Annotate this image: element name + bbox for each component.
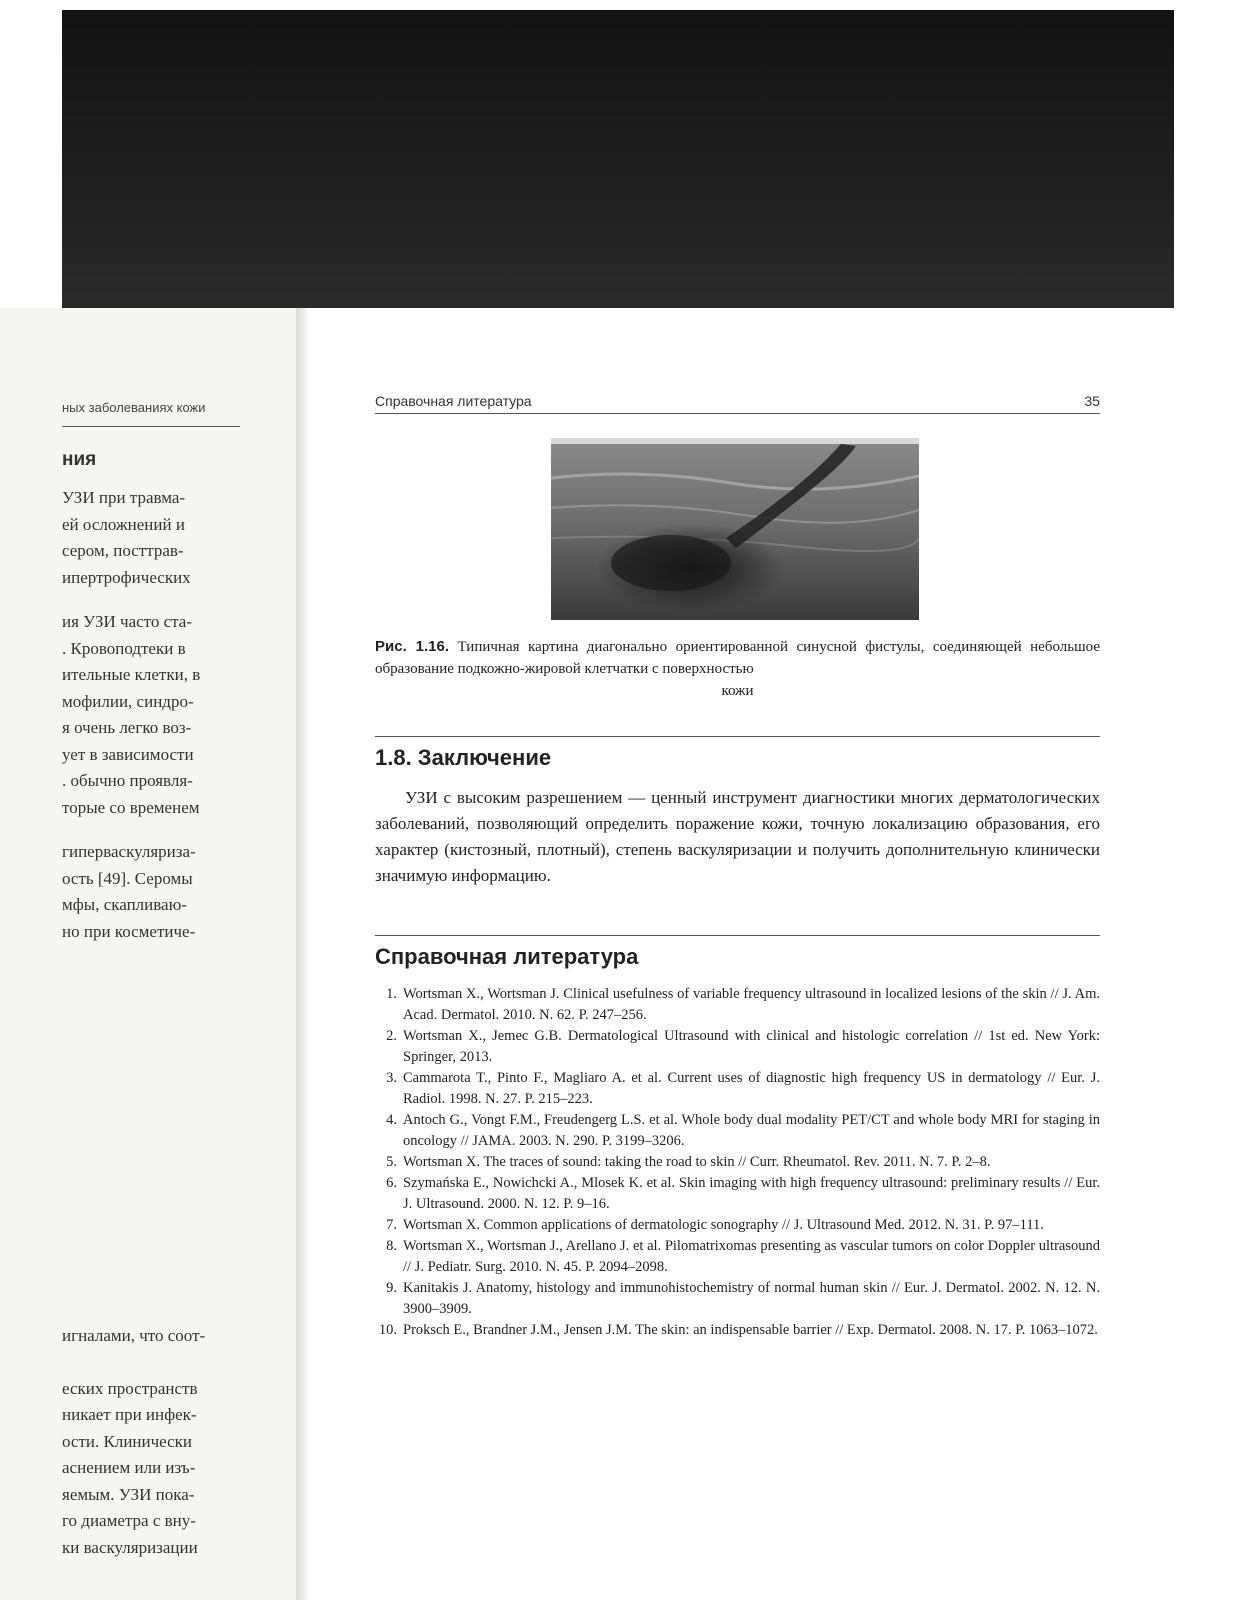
dark-photo-band xyxy=(62,10,1174,308)
page-number: 35 xyxy=(1084,393,1100,409)
ultrasound-image xyxy=(551,438,919,620)
conclusion-paragraph: УЗИ с высоким разрешением — ценный инструмент диагностики многих дерматологических заболеваний, позволяющий определить поражение кожи, точную локализацию образования, его характер (кистозный, плотный), степень васкуляризации и получить дополнительную клинически значимую информацию. xyxy=(375,788,1100,885)
book-fold-shadow xyxy=(296,308,310,1600)
reference-item: 5. Wortsman X. The traces of sound: taking the road to skin // Curr. Rheumatol. Rev. 2011. N. 7. P. 2–8. xyxy=(386,1154,991,1170)
left-page xyxy=(62,395,240,1579)
reference-item: 10. Proksch E., Brandner J.M., Jensen J.M. The skin: an indispensable barrier // Exp. Dermatol. 2008. N. 17. P. 1063–1072. xyxy=(378,1322,1098,1338)
left-paragraph-3: гиперваскуляриза- ость [49]. Серомы мфы, скапливаю- но при косметиче- xyxy=(62,842,196,941)
figure-caption-label: Рис. 1.16. xyxy=(375,638,450,655)
section-title-references: Справочная литература xyxy=(375,944,639,969)
reference-item: 8. Wortsman X., Wortsman J., Arellano J. et al. Pilomatrixomas presenting as vascular tumors on color Doppler ultrasound // J. Pediatr. Surg. 2010. N. 45. P. 2094–2098. xyxy=(386,1238,1100,1275)
reference-item: 2. Wortsman X., Jemec G.B. Dermatological Ultrasound with clinical and histologic correlation // 1st ed. New York: Springer, 2013. xyxy=(386,1028,1100,1065)
left-paragraph-4: игналами, что соот- xyxy=(62,1326,206,1345)
reference-item: 4. Antoch G., Vongt F.M., Freudengerg L.S. et al. Whole body dual modality PET/CT and whole body MRI for staging in oncology // JAMA. 2003. N. 290. P. 3199–3206. xyxy=(386,1112,1100,1149)
figure-caption-end: кожи xyxy=(721,683,754,699)
left-paragraph-2: ия УЗИ часто ста- . Кровоподтеки в ительные клетки, в мофилии, синдро- я очень легко воз- ует в зависимости . обычно проявля- торые со временем xyxy=(62,612,201,817)
figure-caption-text: Типичная картина диагонально ориентированной синусной фистулы, соединяющей небольшое образование подкожно-жировой клетчатки с поверхностью xyxy=(375,639,1100,677)
left-running-head: ных заболеваниях кожи xyxy=(62,395,240,427)
figure-caption xyxy=(375,636,1100,680)
section-title-conclusion: 1.8. Заключение xyxy=(375,745,552,770)
ultrasound-figure xyxy=(551,438,919,620)
left-paragraph-1: УЗИ при травма- ей осложнений и сером, посттрав- ипертрофических xyxy=(62,488,191,587)
section-divider xyxy=(375,736,1100,737)
reference-item: 1. Wortsman X., Wortsman J. Clinical usefulness of variable frequency ultrasound in localized lesions of the skin // J. Am. Acad. Dermatol. 2010. N. 62. P. 247–256. xyxy=(386,986,1100,1023)
section-divider xyxy=(375,935,1100,936)
running-head-title: Справочная литература xyxy=(375,393,532,409)
right-page xyxy=(375,393,1100,1341)
reference-item: 6. Szymańska E., Nowichcki A., Mlosek K. et al. Skin imaging with high frequency ultrasound: preliminary results // Eur. J. Ultrasound. 2000. N. 12. P. 9–16. xyxy=(386,1175,1100,1212)
left-paragraph-5: еских пространств никает при инфек- ости. Клинически аснением или изъ- яемым. УЗИ пока- го диаметра с вну- ки васкуляризации xyxy=(62,1378,198,1557)
reference-list xyxy=(375,984,1100,1341)
reference-item: 9. Kanitakis J. Anatomy, histology and immunohistochemistry of normal human skin // Eur. J. Dermatol. 2002. N. 12. N. 3900–3909. xyxy=(386,1280,1100,1317)
reference-item: 3. Cammarota T., Pinto F., Magliaro A. et al. Current uses of diagnostic high frequency US in dermatology // Eur. J. Radiol. 1998. N. 27. P. 215–223. xyxy=(386,1070,1100,1107)
left-section-heading: ния xyxy=(62,448,97,470)
running-head xyxy=(375,393,1100,414)
reference-item: 7. Wortsman X. Common applications of dermatologic sonography // J. Ultrasound Med. 2012. N. 31. P. 97–111. xyxy=(386,1217,1044,1233)
